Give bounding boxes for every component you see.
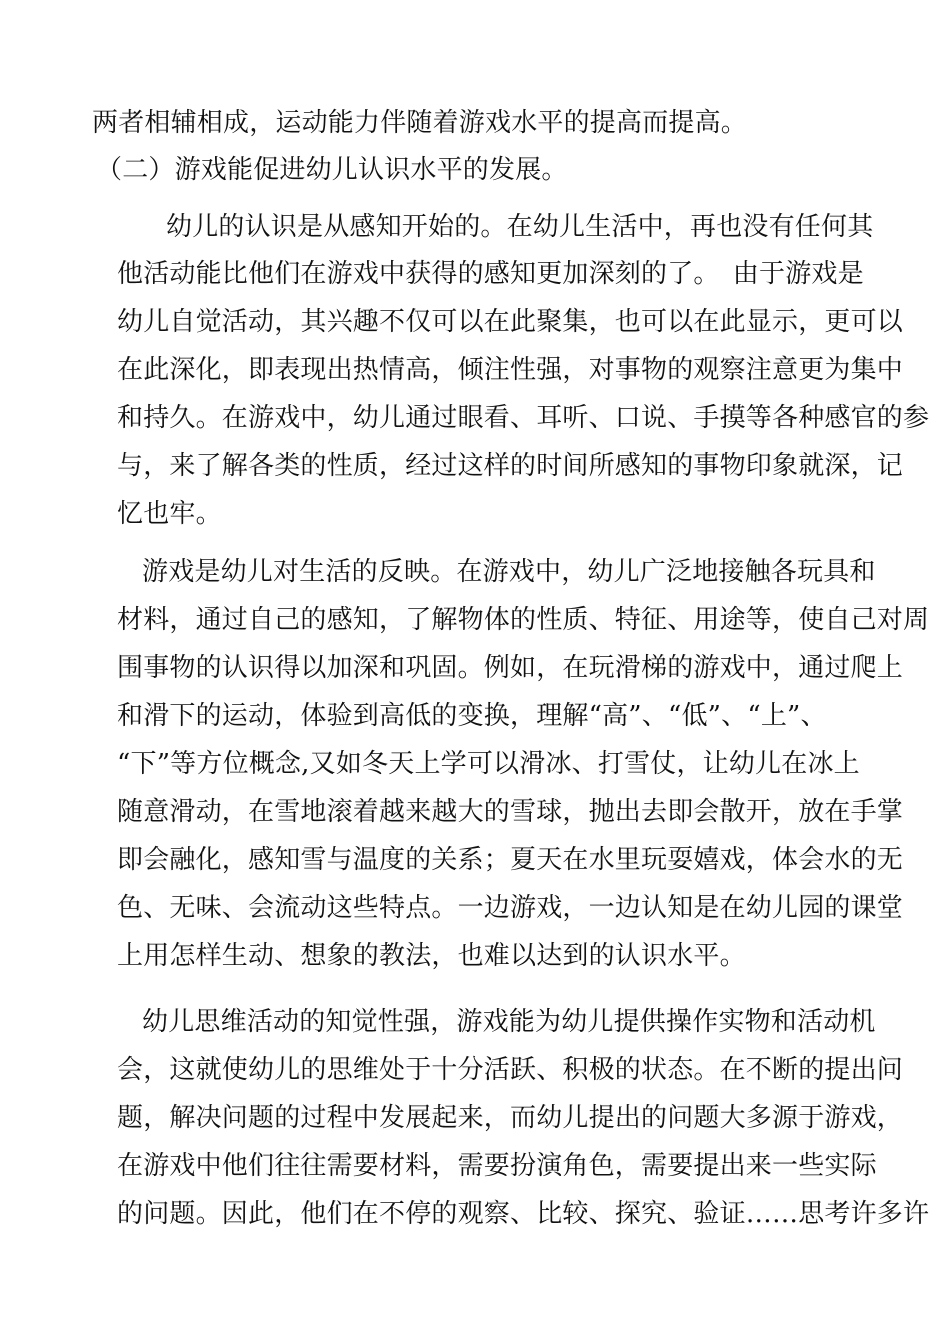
text-line: 上用怎样生动、想象的教法，也难以达到的认识水平。 bbox=[117, 941, 746, 971]
text-line: 幼儿自觉活动，其兴趣不仅可以在此聚集，也可以在此显示，更可以 bbox=[117, 307, 904, 337]
text-line: 和滑下的运动，体验到高低的变换，理解“高”、“低”、“上”、 bbox=[117, 701, 827, 731]
text-line: 的问题。因此，他们在不停的观察、比较、探究、验证……思考许多许 bbox=[117, 1199, 930, 1229]
text-line: 两者相辅相成，运动能力伴随着游戏水平的提高而提高。 bbox=[92, 108, 748, 138]
text-line: 随意滑动，在雪地滚着越来越大的雪球，抛出去即会散开，放在手掌 bbox=[117, 797, 904, 827]
text-line: 幼儿思维活动的知觉性强，游戏能为幼儿提供操作实物和活动机 bbox=[142, 1007, 876, 1037]
text-line: 他活动能比他们在游戏中获得的感知更加深刻的了。 由于游戏是 bbox=[117, 259, 864, 289]
text-line: 幼儿的认识是从感知开始的。在幼儿生活中，再也没有任何其 bbox=[166, 212, 874, 242]
text-line: 会，这就使幼儿的思维处于十分活跃、积极的状态。在不断的提出问 bbox=[117, 1055, 904, 1085]
text-line: 题，解决问题的过程中发展起来，而幼儿提出的问题大多源于游戏， bbox=[117, 1103, 904, 1133]
text-line: 在游戏中他们往往需要材料，需要扮演角色，需要提出来一些实际 bbox=[117, 1151, 877, 1181]
text-line: 游戏是幼儿对生活的反映。在游戏中，幼儿广泛地接触各玩具和 bbox=[142, 557, 876, 587]
section-heading: （二）游戏能促进幼儿认识水平的发展。 bbox=[96, 155, 568, 185]
text-line: 材料，通过自己的感知，了解物体的性质、特征、用途等，使自己对周 bbox=[117, 605, 930, 635]
text-line: 在此深化，即表现出热情高，倾注性强，对事物的观察注意更为集中 bbox=[117, 355, 904, 385]
text-line: 和持久。在游戏中，幼儿通过眼看、耳听、口说、手摸等各种感官的参 bbox=[117, 403, 930, 433]
text-line: 围事物的认识得以加深和巩固。例如，在玩滑梯的游戏中，通过爬上 bbox=[117, 653, 904, 683]
text-line: 色、无味、会流动这些特点。一边游戏，一边认知是在幼儿园的课堂 bbox=[117, 893, 904, 923]
text-line: 忆也牢。 bbox=[117, 499, 222, 529]
text-line: 与，来了解各类的性质，经过这样的时间所感知的事物印象就深，记 bbox=[117, 451, 904, 481]
text-line: 即会融化，感知雪与温度的关系；夏天在水里玩耍嬉戏，体会水的无 bbox=[117, 845, 904, 875]
text-line: “下”等方位概念,又如冬天上学可以滑冰、打雪仗，让幼儿在冰上 bbox=[117, 749, 860, 779]
